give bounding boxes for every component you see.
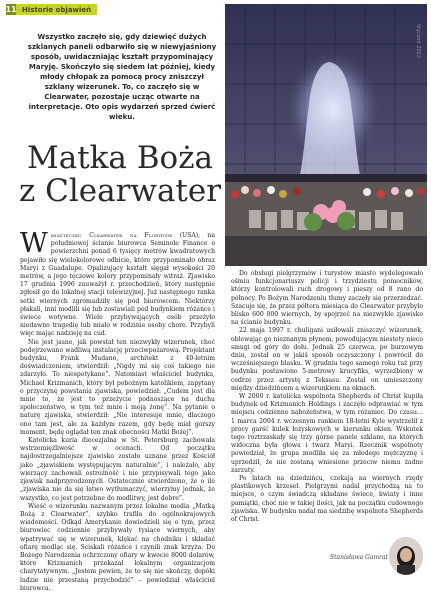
page-number: Styczeń 2022 bbox=[415, 24, 421, 59]
article-paragraph-4: Wieść o wizerunku nazwanym przez lokalne media „Matką Bożą z Clearwater”, szybko trafiła do ogólnokrajowych wiadomości. Odkąd Amerykanie dowiedzieli się o tym, przez biurowiec codziennie przybywały tysiące wiernych, aby wpatrywać się w wizerunek, klękać na chodniku i składać ofiarę modląc się. Sciskali różańce i czynili znak krzyża. Do Bożego Narodzenia ochrzczony ofiary w kwocie 8000 dolarów, które Krizmanich przekazał lokalnym organizacjom charytatywnym. „Jestem pewien, że to się nie skończy, dopóki ludzie nie przestaną przychodzić” – powiedział właściciel biurowca. bbox=[20, 502, 215, 592]
article-right-column bbox=[231, 270, 423, 524]
article-paragraph-5: Do obsługi pielgrzymów i turystów miasto wydelegowało ośmiu funkcjonariuszy policji i trzydziestu pomocników, którzy kontrolowali ruch drogowy i pieszy od 8 rano do północy. Po Bożym Narodzeniu tłumy zaczęły się przerzedzać. Szacuje się, że przez półtora miesiąca do Clearwater przybyło blisko 600 000 wiernych, by spojrzeć na niezwykłe zjawisko na ścianie budynku. bbox=[231, 270, 423, 327]
lead-smallcaps: miasteczku Clearwater na Florydzie bbox=[50, 232, 173, 239]
photo-illustration bbox=[225, 4, 427, 266]
article-paragraph-8: Po latach na dziedzińcu, czekają na wiernych rzędy plastikowych krzeseł. Pielgrzymi nadal przychodzą na to miejsce, o czym świadczą składane świece, kwiaty i inne pamiątki, choć nie w takiej ilości, jak na początku cudownego zjawiska. W budynku nadal ma siedzibę wspólnota Shepherds of Christ. bbox=[231, 475, 423, 524]
article-paragraph-2: Nie jest jasne, jak powstał ten niezwykły wizerunek, choć podejrzewano wadliwą instalację przeciwpożarową. Projektant budynku, Frank Mudano, architekt z 40-letnim doświadczeniem, stwierdził: „Nigdy mi się coś takiego nie zdarzyło. To niespotykane”. Natomiast właściciel budynku, Michael Krizmanich, który był pobożnym katolikiem, zapytany o przyczynę powstania zjawiska, powiedział: „Cudem jest dla mnie to, że jest to przeżycie podnoszące na duchu społeczeństwo, w tym też mnie i moją żonę”. Na pytanie o naturę zjawiska, stwierdził: „Nie interesuje mnie, dlaczego ono tam jest, ale za każdym razem, gdy będę miał gorszy moment, będę oglądał ten znak obecności Matki Bożej”. bbox=[20, 338, 215, 436]
headline-line-1: Matka Boża bbox=[26, 140, 214, 176]
article-left-column bbox=[20, 228, 215, 593]
section-number: 11 bbox=[5, 5, 17, 14]
headline-line-2: z Clearwater bbox=[18, 173, 222, 209]
article-headline bbox=[16, 142, 224, 208]
intro-text: Wszystko zaczęło się, gdy dziewięć dużych szklanych paneli odbarwiło się w niewyjaśniony sposób, uwidaczniając kształt przypominający Maryję. Skończyło się siedem lat później, kiedy młody chłopak za pomocą procy zniszczył szklany wizerunek. To, co zaczęło się w Clearwater, pozostaje ucząc otwarte na interpretacje. Oto opis wydarzeń sprzed ćwierć wieku. bbox=[27, 33, 217, 121]
dropcap-letter: W bbox=[20, 228, 48, 259]
paragraph-1-body: (USA), na południowej ścianie biurowca Seminole Finance o powierzchni ponad 6 tysięcy metrów kwadratowych pojawiło się wielokolorowe odbicie, które przypominało obraz Maryi z Guadalupe. Opalizujący kształt sięgał wysokości 20 metrów, a jego tęczowe kolory przypominały witraż. Zjawisko 17 grudnia 1996 zauważył r. przechodzień, który następnie zgłosił go do lokalnej stacji telewizyjnej. Już następnego ranka setki wiernych zgromadziły się pod biurowcem. Niektórzy płakali, inni modlili się lub zostawiali pod budynkiem różańce i świece wotywne. Wiele przybywających osób przeżyło niedawno tragedię lub miało w rodzinie osoby chore. Przybyli więc mając nadzieję na cud. bbox=[20, 232, 215, 338]
article-paragraph-6: 22 maja 1997 r. chuligani usiłowali zniszczyć wizerunek, oblewając go nieznanym płynem, powodującym niestety nieco smugi od góry do dołu. Jednak 25 czerwca, po burzowym dniu, został on w jakiś sposób oczyszczony i powrócił do wcześniejszego blasku. W grudniu tego samego roku tuż przy budynku postawiono 5-metrowy krucyfiks, wyrzeźbiony w cedrze przez artystę z Teksasu. Został on umieszczony między dziedzińcem a wizerunkiem na oknach. bbox=[231, 327, 423, 392]
article-paragraph-7: W 2000 r. katolicka wspólnota Shepherds of Christ kupiła budynek od Krizmanich Holdings i zaczęło odprawiać w tym miejscu codzienne nabożeństwa, w tym różaniec. Do czasu… 1 marca 2004 r. wczesnym rankiem 18-letni Kyle wystrzelił z procy garść kulek łożyskowych w kierunku okien. Wskutek tego roztrzaskały się trzy górne panele szklane, na których widoczna była głowa i twarz Maryi. Rzecznik wspólnoty powiedział, że grupa modliła się za młodego mężczyznę i uprzedził, że nie zostaną wniesione przeciw niemu żadne zarzuty. bbox=[231, 393, 423, 474]
author-avatar bbox=[389, 537, 423, 575]
section-title: Historie objawień bbox=[22, 5, 92, 14]
article-photo bbox=[225, 4, 427, 266]
section-tag bbox=[6, 4, 97, 15]
article-paragraph-3: Katolicka kuria diecezjalna w St. Petersburg zachowała wstrzemięźliwość w ocenach. Od początku najdostrzegalniejsze zjawisko zostało uznane przez Kościół jako „zjawiskiem występującym naturalnie”, i należało, aby wierzący zachowali ostrożność i nie przypisywali tego jako zjawisk nadprzyrodzonych. Ostatecznie stwierdzono, że o ile „zjawiska nie da się łatwo wytłumaczyć, wierzymy jednak, że wszystko, co jest potrzebne do modlitwy, jest dobre”. bbox=[20, 437, 215, 502]
author-portrait bbox=[389, 537, 423, 575]
author-byline: Stanisława Gamrat bbox=[330, 554, 389, 561]
article-paragraph-1 bbox=[20, 228, 215, 339]
